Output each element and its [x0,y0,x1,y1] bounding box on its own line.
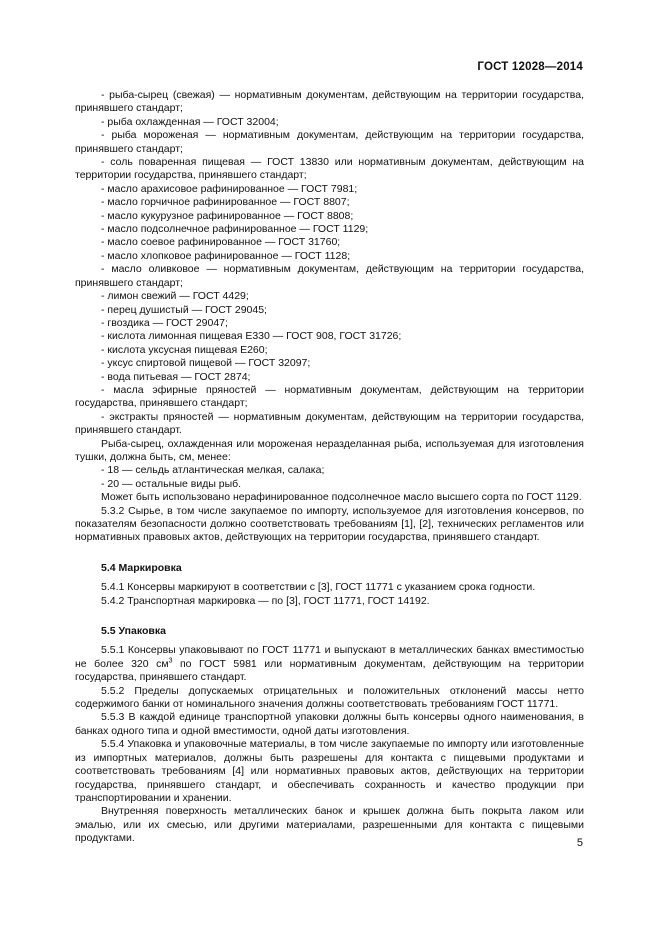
paragraph-5-5-1-part2: по ГОСТ 5981 или нормативным документам, действующим на территории государства, принявшего стандарт. [75,657,584,684]
list-item: - масло соевое рафинированное — ГОСТ 31760; [101,236,341,249]
paragraph-5-5-4: 5.5.4 Упаковка и упаковочные материалы, в том числе закупаемые по импорту или изготовленные из импортных материалов, должны быть разрешены для контакта с пищевыми продуктами и соответствовать требованиям [4] или нормативных правовых актов, действующих на территории государства, принявшего стандарт, и обеспечивать сохранность и качество продукции при транспортировании и хранении. [75,738,584,804]
paragraph-5-5-1-part1: 5.5.1 Консервы упаковывают по ГОСТ 11771 и выпускают в металлических банках вместимостью не более 320 см [75,644,584,670]
list-item: - масло горчичное рафинированное — ГОСТ 8807; [101,196,350,209]
list-item: - рыба охлажденная — ГОСТ 32004; [101,115,279,128]
paragraph-5-3-2: 5.3.2 Сырье, в том числе закупаемое по импорту, используемое для изготовления консервов, по показателям безопасности должно соответствовать требованиям [1], [2], технических регламентов или нормативных правовых актов, действующих на территории государства, принявшего стандарт. [75,504,584,544]
list-item: - масло оливковое — нормативным документам, действующим на территории государства, принявшего стандарт; [75,263,584,289]
paragraph-5-5-3: 5.5.3 В каждой единице транспортной упаковки должны быть консервы одного наименования, в банках одного типа и одной вместимости, одной даты изготовления. [75,711,584,737]
paragraph-unrefined-oil: Может быть использовано нерафинированное подсолнечное масло высшего сорта по ГОСТ 1129. [101,491,582,504]
document-code-header: ГОСТ 12028—2014 [477,61,583,73]
paragraph-5-4-1: 5.4.1 Консервы маркируют в соответствии с [3], ГОСТ 11771 с указанием срока годности. [101,581,536,594]
section-title-packaging: 5.5 Упаковка [101,625,166,638]
paragraph-5-5-1 [75,644,584,684]
list-item: - кислота уксусная пищевая Е260; [101,343,268,356]
list-item: - гвоздика — ГОСТ 29047; [101,316,228,329]
list-item: - масло арахисовое рафинированное — ГОСТ 7981; [101,182,358,195]
list-item: - соль поваренная пищевая — ГОСТ 13830 или нормативным документам, действующим на территории государства, принявшего стандарт; [75,156,584,182]
list-item: - 20 — остальные виды рыб. [101,477,242,490]
list-item: - экстракты пряностей — нормативным документам, действующим на территории государства, принявшего стандарт. [75,410,584,437]
paragraph-fish-size: Рыба-сырец, охлажденная или мороженая неразделанная рыба, используемая для изготовления тушки, должна быть, см, менее: [75,437,584,463]
cubic-superscript: 3 [168,657,173,665]
list-item: - рыба мороженая — нормативным документам, действующим на территории государства, принявшего стандарт; [75,129,584,155]
document-body [75,89,584,846]
list-item: - масло кукурузное рафинированное — ГОСТ 8808; [101,209,354,222]
section-title-marking: 5.4 Маркировка [101,561,182,574]
list-item: - масло хлопковое рафинированное — ГОСТ 1128; [101,249,351,262]
paragraph-inner-surface: Внутренняя поверхность металлических банок и крышек должна быть покрыта лаком или эмалью, или их смесью, или другими материалами, разрешенными для контакта с пищевыми продуктами. [75,805,584,845]
fish-size-list [75,464,584,491]
list-item: - кислота лимонная пищевая Е330 — ГОСТ 908, ГОСТ 31726; [101,330,402,343]
list-item: - масло подсолнечное рафинированное — ГОСТ 1129; [101,223,369,236]
list-item: - уксус спиртовой пищевой — ГОСТ 32097; [101,357,311,370]
paragraph-5-5-2: 5.5.2 Пределы допускаемых отрицательных и положительных отклонений массы нетто содержимого банки от номинального значения должны соответствовать требованиям ГОСТ 11771. [75,684,584,711]
list-item: - перец душистый — ГОСТ 29045; [101,303,267,316]
list-item: - вода питьевая — ГОСТ 2874; [101,370,251,383]
raw-materials-list [75,89,584,438]
list-item: - масла эфирные пряностей — нормативным документам, действующим на территории государства, принявшего стандарт; [75,383,584,410]
list-item: - 18 — сельдь атлантическая мелкая, салака; [101,464,325,477]
list-item: - рыба-сырец (свежая) — нормативным документам, действующим на территории государства, принявшего стандарт; [75,89,584,115]
page-number: 5 [576,837,583,849]
list-item: - лимон свежий — ГОСТ 4429; [101,290,249,303]
paragraph-5-4-2: 5.4.2 Транспортная маркировка — по [3], ГОСТ 11771, ГОСТ 14192. [101,594,430,607]
